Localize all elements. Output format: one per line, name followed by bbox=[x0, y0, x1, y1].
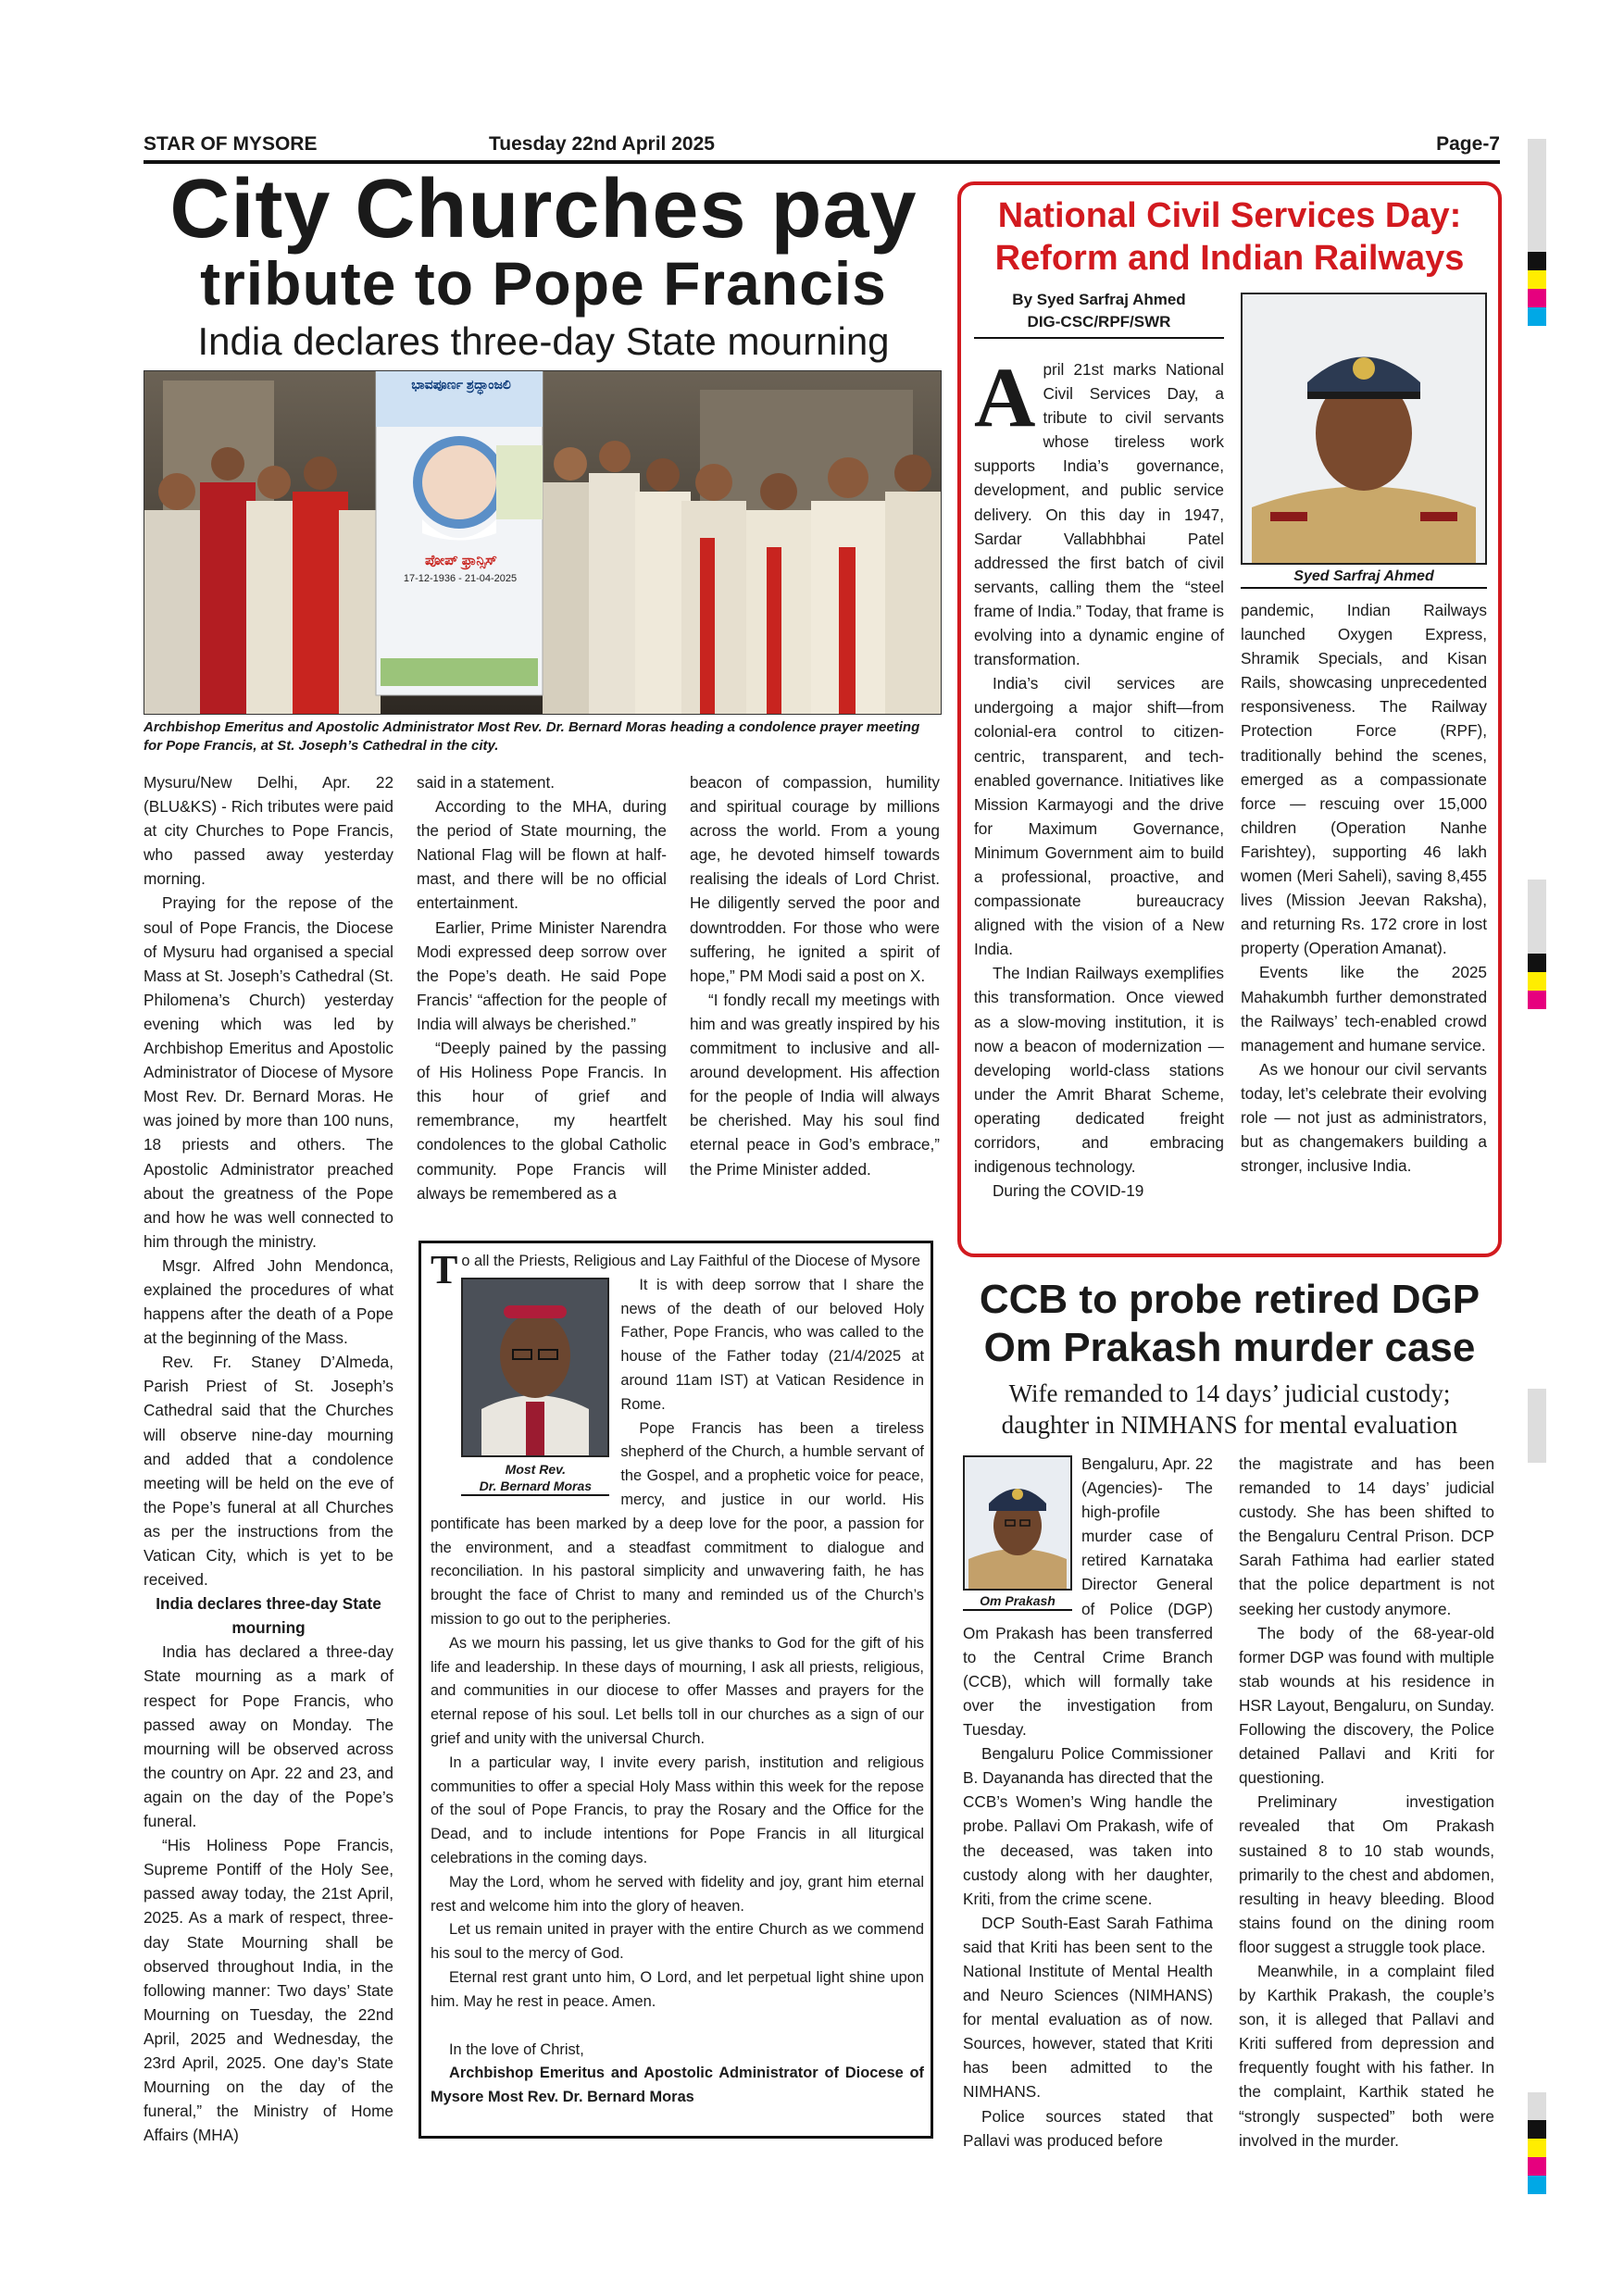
main-col1-p1: Mysuru/New Delhi, Apr. 22 (BLU&KS) - Rich tributes were paid at city Churches to Pope Francis, who passed away yesterday morning. bbox=[144, 773, 394, 889]
registration-bar-low bbox=[1528, 1389, 1546, 1463]
condolence-letter bbox=[431, 1247, 924, 2110]
registration-black bbox=[1528, 252, 1546, 270]
main-col1-p5: India has declared a three-day State mourning as a mark of respect for Pope Francis, who passed away on Monday. The mourning will be observed across the country on Apr. 22 and 23, and again on the day of the Pope’s funeral. bbox=[144, 1642, 394, 1831]
ccb-headline-line1: CCB to probe retired DGP bbox=[979, 1277, 1480, 1322]
main-col1-p3: Msgr. Alfred John Mendonca, explained the procedures of what happens after the death of a Pope at the beginning of the Mass. bbox=[144, 1255, 394, 1348]
main-col1-p6: “His Holiness Pope Francis, Supreme Pontiff of the Holy See, passed away today, the 21st April, 2025. As a mark of respect, three-day State Mourning shall be observed throughout India, in the following manner: Two days’ State Mourning on Tuesday, the 22nd April, 2025 and Wednesday, the 23rd April, 2025. One day’s State Mourning on the day of the funeral,” the Ministry of Home Affairs (MHA) bbox=[144, 1836, 394, 2145]
poster-name: ಪೋಪ್ ಫ್ರಾನ್ಸಿಸ್ bbox=[425, 553, 497, 568]
civil-byline-title: DIG-CSC/RPF/SWR bbox=[1027, 313, 1171, 331]
letter-p4: In a particular way, I invite every parish, institution and religious communities to offer a special Holy Mass within this week for the repose of the soul of Pope Francis, to pray the Rosary and the Office for the Dead, and to include intentions for Pope Francis in all liturgical celebrations in the coming days. bbox=[431, 1753, 924, 1866]
civil-byline-name: By Syed Sarfraj Ahmed bbox=[1012, 291, 1186, 308]
registration-yellow bbox=[1528, 270, 1546, 289]
bishop-caption-2: Dr. Bernard Moras bbox=[461, 1478, 609, 1496]
bishop-caption-1: Most Rev. bbox=[505, 1461, 567, 1477]
civil-byline bbox=[974, 289, 1224, 339]
church-tribute-photo-art bbox=[144, 371, 941, 714]
main-col2-p3: Earlier, Prime Minister Narendra Modi expressed deep sorrow over the Pope’s death. He said Pope Francis’ “affection for the people of India will always be cherished.” bbox=[417, 917, 667, 1033]
civil-headline-line1: National Civil Services Day: bbox=[997, 196, 1462, 235]
main-story-col2 bbox=[417, 770, 667, 1205]
main-col2-p1: said in a statement. bbox=[417, 773, 556, 792]
om-prakash-photo-block bbox=[963, 1455, 1072, 1611]
page-number: Page-7 bbox=[1436, 133, 1500, 155]
civil-col1-p3: The Indian Railways exemplifies this transformation. Once viewed as a slow-moving institution, it is now a beacon of modernization — developing world-class stations under the Amrit Bharat Scheme, operating dedicated freight corridors, and embracing indigenous technology. bbox=[974, 964, 1224, 1177]
registration-yellow-3 bbox=[1528, 2139, 1546, 2157]
letter-signature: Archbishop Emeritus and Apostolic Administrator of Diocese of Mysore Most Rev. Dr. Bernard Moras bbox=[431, 2065, 924, 2106]
registration-black-3 bbox=[1528, 2120, 1546, 2139]
civil-col1-p2: India’s civil services are undergoing a major shift—from colonial-era control to citizen-centric, transparent, and tech-enabled governance. Initiatives like Mission Karmayogi and the drive for Maximum Governance, Minimum Government aim to build a professional, proactive, and compassionate bureaucracy aligned with the vision of a New India. bbox=[974, 674, 1224, 959]
main-story-col3 bbox=[690, 770, 940, 1181]
ccb-col2-p3: Preliminary investigation revealed that Om Prakash sustained 8 to 10 stab wounds, primarily to the chest and abdomen, resulting in heavy bleeding. Blood stains found on the dining room floor suggest a struggle took place. bbox=[1239, 1792, 1494, 1956]
ccb-col1-p1: Bengaluru, Apr. 22 (Agencies)- The high-profile murder case of retired Karnataka Director General of Police (DGP) Om Prakash has been transferred to the Central Crime Branch (CCB), which will formally take over the investigation from Tuesday. bbox=[963, 1454, 1213, 1740]
church-tribute-photo bbox=[144, 370, 942, 715]
civil-col2-p2: Events like the 2025 Mahakumbh further demonstrated the Railways’ tech-enabled crowd management and humane service. bbox=[1241, 963, 1487, 1054]
registration-magenta-2 bbox=[1528, 991, 1546, 1009]
civil-col2-p3: As we honour our civil servants today, let’s celebrate their evolving role — not just as administrators, but as changemakers building a stronger, inclusive India. bbox=[1241, 1059, 1487, 1176]
main-headline-line1: City Churches pay bbox=[169, 163, 918, 256]
civil-col1 bbox=[974, 350, 1224, 1203]
letter-p3: As we mourn his passing, let us give thanks to God for the gift of his life and leadership. In these days of mourning, I ask all priests, religious, and communities in our diocese to offer Masses and prayers for the eternal repose of his soul. Let bells toll in our churches as a sign of our grief and unity with the universal Church. bbox=[431, 1634, 924, 1747]
ccb-col2-p4: Meanwhile, in a complaint filed by Karthik Prakash, the couple’s son, it is alleged that Pallavi and Kriti suffered from depression and frequently fought with his father. In the complaint, Karthik stated he “strongly suspected” both were involved in the murder. bbox=[1239, 1961, 1494, 2150]
main-col3-p2: “I fondly recall my meetings with him and was greatly inspired by his commitment to inclusive and all-around development. His affection for the people of India will always be cherished. May his soul find eternal peace in God’s embrace,” the Prime Minister added. bbox=[690, 990, 940, 1179]
letter-p6: Let us remain united in prayer with the entire Church as we commend his soul to the mercy of God. bbox=[431, 1921, 924, 1963]
letter-closing: In the love of Christ, bbox=[449, 2040, 584, 2058]
civil-headline-line2: Reform and Indian Railways bbox=[994, 239, 1465, 278]
main-col1-p4: Rev. Fr. Staney D’Almeda, Parish Priest of St. Joseph’s Cathedral said that the Churches will observe nine-day mourning and added that a condolence meeting will be held on the eve of the Pope’s funeral at all Churches as per the instructions from the Vatican City, which is yet to be received. bbox=[144, 1353, 394, 1590]
syed-photo-caption: Syed Sarfraj Ahmed bbox=[1241, 567, 1487, 589]
registration-yellow-2 bbox=[1528, 972, 1546, 991]
civil-dropcap: A bbox=[974, 350, 1036, 444]
ccb-col2-p2: The body of the 68-year-old former DGP was found with multiple stab wounds at his residence in HSR Layout, Bengaluru, on Sunday. Following the discovery, the Police detained Pallavi and Kriti for questioning. bbox=[1239, 1623, 1494, 1788]
poster-dates: 17-12-1936 - 21-04-2025 bbox=[403, 573, 518, 584]
syed-portrait bbox=[1243, 294, 1485, 563]
civil-col2 bbox=[1241, 598, 1487, 1178]
ccb-col1-p4: Police sources stated that Pallavi was produced before bbox=[963, 2106, 1213, 2150]
syed-photo bbox=[1241, 293, 1487, 565]
registration-magenta bbox=[1528, 289, 1546, 307]
letter-p5: May the Lord, whom he served with fidelity and joy, grant him eternal rest and welcome him into the glory of heaven. bbox=[431, 1873, 924, 1915]
letter-p7: Eternal rest grant unto him, O Lord, and let perpetual light shine upon him. May he rest in peace. Amen. bbox=[431, 1968, 924, 2010]
registration-cyan-3 bbox=[1528, 2176, 1546, 2194]
main-col2-p2: According to the MHA, during the period of State mourning, the National Flag will be flown at half-mast, and there will be no official entertainment. bbox=[417, 797, 667, 913]
om-prakash-photo bbox=[963, 1455, 1072, 1591]
letter-p1: It is with deep sorrow that I share the news of the death of our beloved Holy Father, Pope Francis, who was called to the house of the Father today (21/4/2025 at around 11am IST) at Vatican Residence in Rome. bbox=[620, 1276, 924, 1413]
om-prakash-caption: Om Prakash bbox=[963, 1592, 1072, 1611]
registration-black-2 bbox=[1528, 954, 1546, 972]
main-col1-p2: Praying for the repose of the soul of Pope Francis, the Diocese of Mysuru had organised a special Mass at St. Joseph’s Cathedral (St. Philomena’s Church) yesterday evening which was led by Archbishop Emeritus and Apostolic Administrator of Diocese of Mysore Most Rev. Dr. Bernard Moras. He was joined by more than 100 nuns, 18 priests and others. The Apostolic Administrator preached about the greatness of the Pope and how he was well connected to him through the ministry. bbox=[144, 893, 394, 1251]
ccb-col1-p2: Bengaluru Police Commissioner B. Dayananda has directed that the CCB’s Women’s Wing handle the probe. Pallavi Om Prakash, wife of the deceased, was taken into custody along with her daughter, Kriti, from the crime scene. bbox=[963, 1744, 1213, 1908]
main-headline-line2: tribute to Pope Francis bbox=[200, 249, 887, 318]
letter-p2: Pope Francis has been a tireless shepherd of the Church, a humble servant of the Gospel, and a prophetic voice for peace, mercy, and justice in our world. His pontificate has been marked by a deep love for the poor, a passion for the environment, and a steadfast commitment to dialogue and reconciliation. In his pastoral simplicity and unwavering faith, he has brought the face of Christ to many and reminded us of the Church’s mission to go out to the peripheries. bbox=[431, 1419, 924, 1628]
main-story-col1 bbox=[144, 770, 394, 2147]
bishop-portrait bbox=[463, 1279, 607, 1455]
main-photo-caption: Archbishop Emeritus and Apostolic Administrator Most Rev. Dr. Bernard Moras heading a condolence prayer meeting for Pope Francis, at St. Joseph’s Cathedral in the city. bbox=[144, 719, 920, 754]
bishop-photo-block bbox=[461, 1278, 609, 1496]
ccb-col2 bbox=[1239, 1452, 1494, 2152]
om-prakash-portrait bbox=[965, 1457, 1070, 1589]
civil-col1-p1: pril 21st marks National Civil Services Day, a tribute to civil servants whose tireless work supports India’s governance, development, and public service delivery. On this day in 1947, Sardar Vallabhbhai Patel addressed the first batch of civil servants, calling them the “steel frame of India.” Today, that frame is evolving into a dynamic engine of transformation. bbox=[974, 360, 1224, 669]
main-col3-p1: beacon of compassion, humility and spiritual courage by millions across the world. From a young age, he devoted himself towards realising the ideals of Lord Christ. He diligently served the poor and downtrodden. For those who were suffering, he ignited a spirit of hope,” PM Modi said a post on X. bbox=[690, 773, 940, 985]
ccb-col1-p3: DCP South-East Sarah Fathima said that Kriti has been sent to the National Institute of Mental Health and Neuro Sciences (NIMHANS) for mental evaluation as of now. Sources, however, stated that Kriti has been admitted to the NIMHANS. bbox=[963, 1913, 1213, 2102]
ccb-col1 bbox=[963, 1452, 1213, 2152]
main-col2-p4: “Deeply pained by the passing of His Holiness Pope Francis. In this hour of grief and remembrance, my heartfelt condolences to the global Catholic community. Pope Francis will always be remembered as a bbox=[417, 1039, 667, 1203]
registration-cyan bbox=[1528, 307, 1546, 326]
memorial-poster bbox=[376, 371, 543, 695]
registration-magenta-3 bbox=[1528, 2157, 1546, 2176]
ccb-col2-p1: the magistrate and has been remanded to 14 days’ judicial custody. She has been shifted to the Bengaluru Central Prison. DCP Sarah Fathima had earlier stated that the police department is not seeking her custody anymore. bbox=[1239, 1454, 1494, 1618]
civil-col1-p4: During the COVID-19 bbox=[993, 1181, 1144, 1201]
bishop-photo bbox=[461, 1278, 609, 1457]
main-subhead: India declares three-day State mourning bbox=[197, 319, 890, 363]
ccb-subhead-line2: daughter in NIMHANS for mental evaluation bbox=[1001, 1411, 1458, 1439]
civil-col2-p1: pandemic, Indian Railways launched Oxygen Express, Shramik Specials, and Kisan Rails, showcasing unprecedented responsiveness. The Railway Protection Force (RPF), traditionally behind the scenes, emerged as a compassionate force — rescuing over 15,000 children (Operation Nanhe Farishtey), supporting 46 lakh women (Meri Saheli), saving 8,455 lives (Mission Jeevan Raksha), and returning Rs. 172 crore in lost property (Operation Amanat). bbox=[1241, 601, 1487, 958]
main-col1-subhead: India declares three-day State mourning bbox=[156, 1594, 381, 1638]
paper-name: STAR OF MYSORE bbox=[144, 133, 318, 155]
ccb-subhead-line1: Wife remanded to 14 days’ judicial custody; bbox=[1008, 1379, 1451, 1407]
ccb-headline-line2: Om Prakash murder case bbox=[983, 1325, 1476, 1370]
issue-date: Tuesday 22nd April 2025 bbox=[489, 133, 715, 155]
letter-intro: o all the Priests, Religious and Lay Faithful of the Diocese of Mysore bbox=[461, 1253, 920, 1269]
poster-title: ಭಾವಪೂರ್ಣ ಶ್ರದ್ಧಾಂಜಲಿ bbox=[411, 377, 511, 392]
letter-dropcap: T bbox=[431, 1247, 458, 1292]
